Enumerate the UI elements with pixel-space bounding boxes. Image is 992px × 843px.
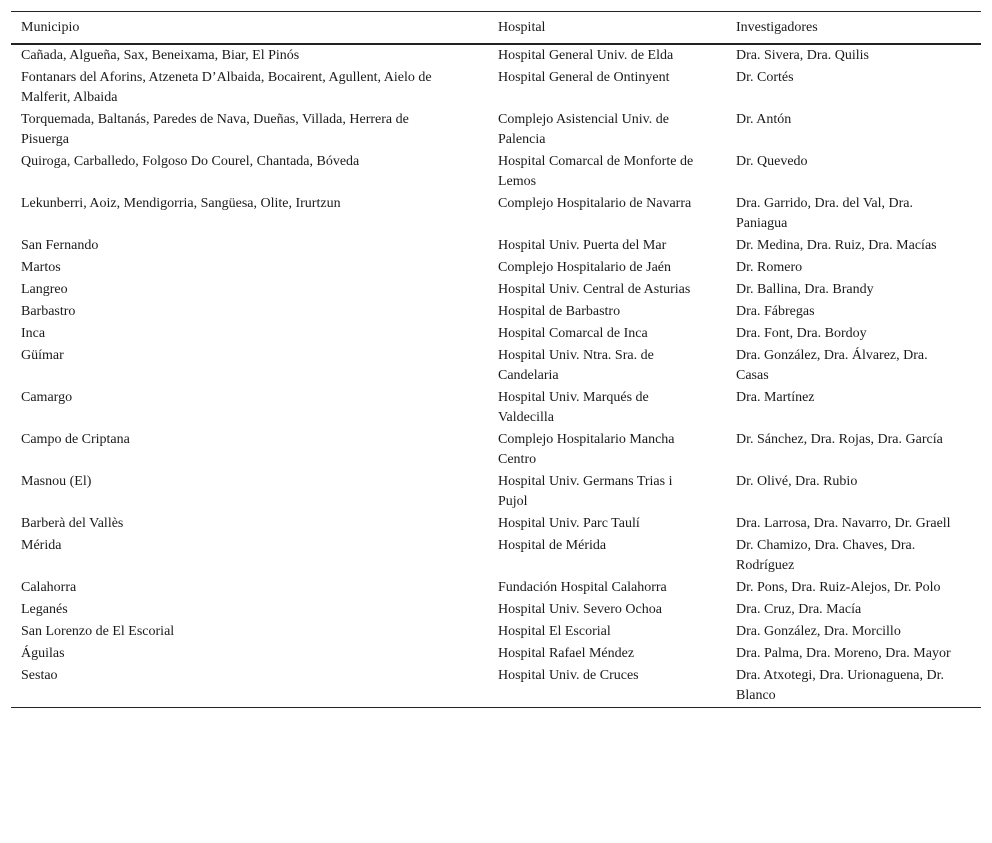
cell-investigadores: Dr. Chamizo, Dra. Chaves, Dra. Rodríguez [736, 538, 916, 573]
table-row [11, 279, 981, 301]
cell-municipio: Fontanars del Aforins, Atzeneta D’Albaida, Bocairent, Agullent, Aielo de Malferit, Albaida [21, 70, 432, 105]
cell-investigadores: Dra. Martínez [736, 390, 815, 405]
cell-investigadores: Dr. Antón [736, 112, 792, 127]
table-row [11, 599, 981, 621]
cell-hospital: Complejo Hospitalario Mancha Centro [498, 432, 675, 467]
cell-municipio: Campo de Criptana [21, 432, 130, 447]
cell-municipio: Inca [21, 326, 46, 341]
table-header [11, 12, 981, 45]
cell-municipio: Barberà del Vallès [21, 516, 124, 531]
cell-municipio: Mérida [21, 538, 62, 553]
table-row [11, 387, 981, 429]
cell-investigadores: Dr. Quevedo [736, 154, 808, 169]
cell-investigadores: Dra. Sivera, Dra. Quilis [736, 48, 869, 63]
cell-hospital: Hospital Univ. Germans Trias i Pujol [498, 474, 673, 509]
table-row [11, 471, 981, 513]
cell-investigadores: Dr. Pons, Dra. Ruiz-Alejos, Dr. Polo [736, 580, 941, 595]
table-row [11, 643, 981, 665]
cell-municipio: Sestao [11, 665, 488, 708]
table-row [11, 193, 981, 235]
cell-investigadores: Dr. Medina, Dra. Ruiz, Dra. Macías [736, 238, 937, 253]
table-row [11, 257, 981, 279]
cell-hospital: Hospital de Mérida [498, 538, 607, 553]
cell-hospital: Complejo Hospitalario de Navarra [498, 196, 692, 211]
table-body [11, 44, 981, 708]
cell-municipio: San Fernando [21, 238, 99, 253]
cell-hospital: Complejo Hospitalario de Jaén [498, 260, 672, 275]
cell-investigadores: Dr. Romero [736, 260, 803, 275]
cell-investigadores: Dra. Cruz, Dra. Macía [736, 602, 862, 617]
cell-investigadores: Dra. González, Dra. Morcillo [736, 624, 901, 639]
cell-municipio: Barbastro [21, 304, 76, 319]
cell-municipio: Leganés [21, 602, 68, 617]
cell-investigadores: Dr. Sánchez, Dra. Rojas, Dra. García [736, 432, 943, 447]
table-row [11, 621, 981, 643]
cell-municipio: Güímar [21, 348, 64, 363]
table-row [11, 665, 981, 708]
cell-municipio: Cañada, Algueña, Sax, Beneixama, Biar, El Pinós [21, 48, 300, 63]
cell-investigadores: Dra. Fábregas [736, 304, 815, 319]
cell-investigadores: Dr. Olivé, Dra. Rubio [736, 474, 858, 489]
table-row [11, 513, 981, 535]
cell-hospital: Hospital Univ. Severo Ochoa [498, 602, 662, 617]
cell-hospital: Hospital El Escorial [498, 624, 611, 639]
header-row [11, 12, 981, 45]
cell-hospital: Hospital Comarcal de Inca [498, 326, 648, 341]
cell-municipio: Lekunberri, Aoiz, Mendigorria, Sangüesa, Olite, Irurtzun [21, 196, 341, 211]
cell-investigadores: Dra. Atxotegi, Dra. Urionaguena, Dr. Blanco [726, 665, 981, 708]
cell-hospital: Hospital Univ. Ntra. Sra. de Candelaria [498, 348, 654, 383]
cell-municipio: Calahorra [21, 580, 77, 595]
cell-investigadores: Dra. González, Dra. Álvarez, Dra. Casas [736, 348, 928, 383]
cell-municipio: Torquemada, Baltanás, Paredes de Nava, Dueñas, Villada, Herrera de Pisuerga [21, 112, 409, 147]
table-row [11, 301, 981, 323]
table-row [11, 429, 981, 471]
cell-investigadores: Dra. Font, Dra. Bordoy [736, 326, 867, 341]
table-row [11, 151, 981, 193]
cell-investigadores: Dra. Garrido, Dra. del Val, Dra. Paniagua [736, 196, 914, 231]
cell-hospital: Hospital General Univ. de Elda [498, 48, 674, 63]
cell-hospital: Hospital Univ. Puerta del Mar [498, 238, 667, 253]
cell-municipio: Quiroga, Carballedo, Folgoso Do Courel, Chantada, Bóveda [21, 154, 360, 169]
table-row [11, 535, 981, 577]
header-hospital: Hospital [488, 12, 726, 45]
cell-municipio: Masnou (El) [21, 474, 92, 489]
table-row [11, 345, 981, 387]
cell-hospital: Hospital Univ. Parc Taulí [498, 516, 640, 531]
cell-hospital: Hospital General de Ontinyent [498, 70, 670, 85]
table-row [11, 235, 981, 257]
cell-municipio: Langreo [21, 282, 68, 297]
cell-municipio: Águilas [21, 646, 65, 661]
cell-hospital: Complejo Asistencial Univ. de Palencia [498, 112, 669, 147]
table-row [11, 323, 981, 345]
table-row [11, 109, 981, 151]
cell-investigadores: Dra. Palma, Dra. Moreno, Dra. Mayor [736, 646, 951, 661]
cell-municipio: Martos [21, 260, 61, 275]
header-municipio: Municipio [11, 12, 488, 45]
table-row [11, 577, 981, 599]
cell-municipio: Camargo [21, 390, 73, 405]
cell-hospital: Hospital Comarcal de Monforte de Lemos [498, 154, 694, 189]
cell-hospital: Hospital de Barbastro [498, 304, 621, 319]
cell-hospital: Hospital Rafael Méndez [498, 646, 635, 661]
cell-hospital: Hospital Univ. de Cruces [488, 665, 726, 708]
investigators-table [11, 11, 981, 708]
cell-investigadores: Dr. Cortés [736, 70, 794, 85]
cell-hospital: Hospital Univ. Central de Asturias [498, 282, 691, 297]
cell-hospital: Hospital Univ. Marqués de Valdecilla [498, 390, 649, 425]
header-investigadores: Investigadores [726, 12, 981, 45]
investigators-table-container [11, 11, 981, 708]
cell-investigadores: Dr. Ballina, Dra. Brandy [736, 282, 874, 297]
cell-municipio: San Lorenzo de El Escorial [21, 624, 175, 639]
table-row [11, 67, 981, 109]
cell-hospital: Fundación Hospital Calahorra [498, 580, 667, 595]
table-row [11, 44, 981, 67]
cell-investigadores: Dra. Larrosa, Dra. Navarro, Dr. Graell [736, 516, 951, 531]
